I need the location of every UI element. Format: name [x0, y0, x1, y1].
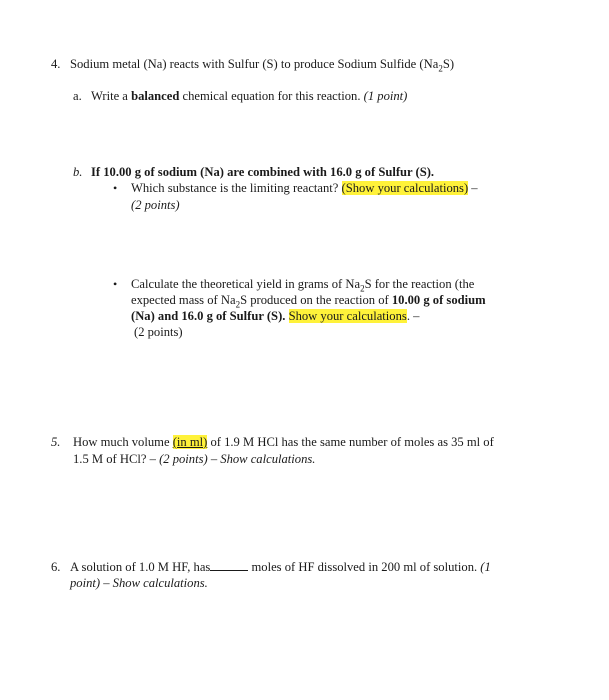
- q4b-bullet1-line1: [131, 180, 478, 196]
- q4a-label: a.: [73, 89, 82, 103]
- q4-stem-subscript: 2: [438, 63, 443, 74]
- q4b-bullet1-points: (2 points): [131, 198, 180, 212]
- q4b-text: If 10.00 g of sodium (Na) are combined with 16.0 g of Sulfur (S).: [91, 165, 435, 179]
- q4b-bullet2-l2-bold: 10.00 g of sodium: [391, 293, 486, 307]
- q6-line1: [70, 559, 491, 575]
- q4a-post: chemical equation for this reaction.: [179, 89, 364, 103]
- q4-stem-end: S): [442, 57, 455, 71]
- q5-line2-pre: 1.5 M of HCl? –: [73, 452, 160, 466]
- q5-highlight: (in ml): [172, 435, 208, 449]
- q4a-bold: balanced: [131, 89, 180, 103]
- q4b-bullet2-l2-mid: S produced on the reaction of: [240, 293, 392, 307]
- q4-stem: [70, 56, 454, 72]
- q4a-text: [91, 88, 407, 104]
- q4b-label: b.: [73, 165, 83, 179]
- q6-number: 6.: [51, 560, 61, 574]
- q4b-bullet2-line2: [131, 292, 486, 308]
- q4b-bullet2-l3-bold: (Na) and 16.0 g of Sulfur (S).: [131, 309, 286, 323]
- q6-line2: point) – Show calculations.: [70, 576, 208, 590]
- q4b-bullet2-l1-post: S for the reaction (the: [364, 277, 475, 291]
- q4b-bullet2-line3: [131, 308, 419, 324]
- q4b-bullet2-l1-sub: 2: [360, 283, 365, 294]
- q6-italic-end: (1: [480, 560, 491, 574]
- q4b-bullet1-highlight: (Show your calculations): [341, 181, 469, 195]
- q5-number: 5.: [51, 435, 61, 449]
- q4b-bullet2-points: (2 points): [134, 325, 183, 339]
- q5-pre: How much volume: [73, 435, 173, 449]
- q6-pre: A solution of 1.0 M HF, has: [70, 560, 211, 574]
- q4b-bullet2-l3-highlight: Show your calculations: [288, 309, 407, 323]
- q4b-bullet2-l1-pre: Calculate the theoretical yield in grams of Na: [131, 277, 361, 291]
- q4-number: 4.: [51, 57, 61, 71]
- q4b-bullet2-line1: [131, 276, 474, 292]
- q4b-bullet1-post: –: [468, 181, 478, 195]
- q4-stem-text: Sodium metal (Na) reacts with Sulfur (S) to produce Sodium Sulfide (Na: [70, 57, 439, 71]
- q5-line1: [73, 434, 494, 450]
- q4a-points: (1 point): [363, 89, 408, 103]
- q6-answer-blank: [210, 559, 248, 571]
- bullet-dot-icon: •: [113, 277, 118, 291]
- q5-line2-italic: (2 points) – Show calculations.: [159, 452, 316, 466]
- q5-post: of 1.9 M HCl has the same number of moles as 35 ml of: [207, 435, 494, 449]
- q4b-bullet2-l3-post: . –: [406, 309, 420, 323]
- q5-line2: [73, 451, 315, 467]
- q4b-bullet2-l2-pre: expected mass of Na: [131, 293, 236, 307]
- q4b-bullet1-pre: Which substance is the limiting reactant?: [131, 181, 342, 195]
- q6-post: moles of HF dissolved in 200 ml of solution.: [251, 560, 481, 574]
- q4b-bullet2-l2-sub: 2: [235, 299, 241, 310]
- bullet-dot-icon: •: [113, 181, 118, 195]
- q4a-pre: Write a: [91, 89, 132, 103]
